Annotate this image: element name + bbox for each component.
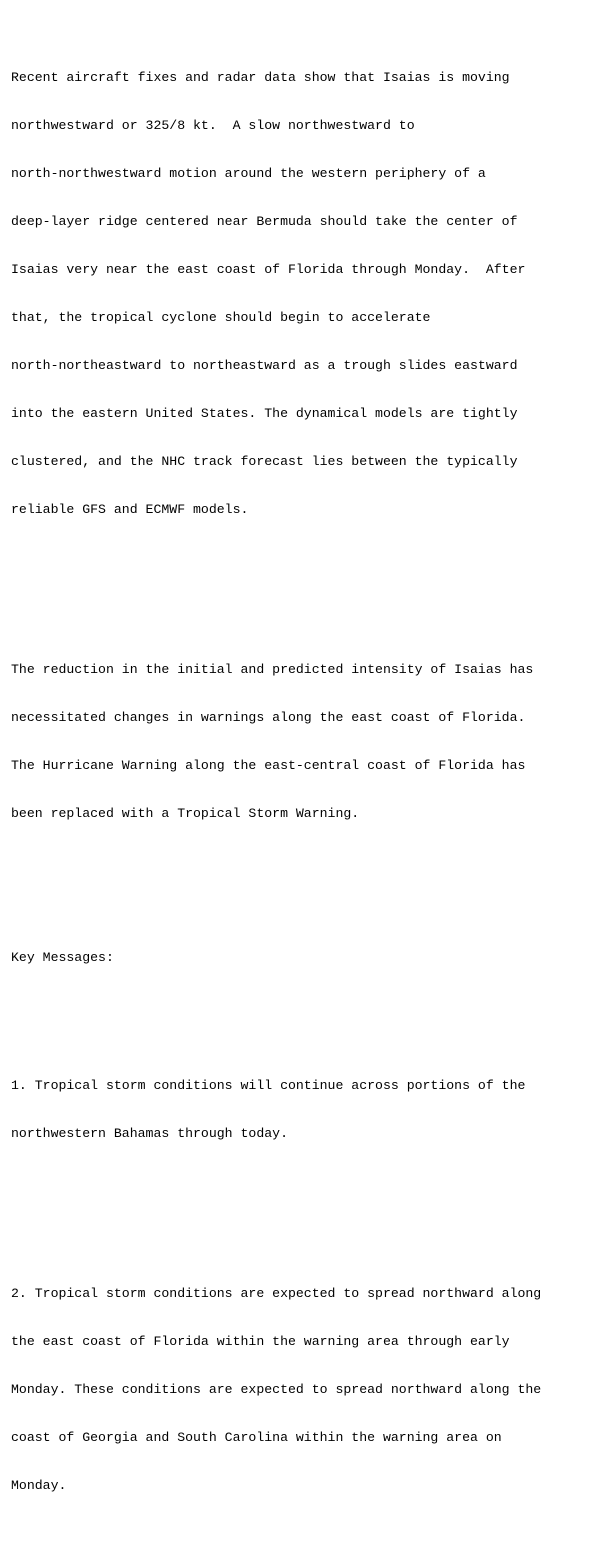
text-line: north-northeastward to northeastward as a trough slides eastward (11, 358, 518, 373)
text-line: 2. Tropical storm conditions are expected to spread northward along (11, 1286, 542, 1301)
text-line: deep-layer ridge centered near Bermuda should take the center of (11, 214, 518, 229)
text-line: The reduction in the initial and predicted intensity of Isaias has (11, 662, 534, 677)
text-line: 1. Tropical storm conditions will continue across portions of the (11, 1078, 526, 1093)
text-line: north-northwestward motion around the western periphery of a (11, 166, 486, 181)
text-line: coast of Georgia and South Carolina within the warning area on (11, 1430, 502, 1445)
text-line: Monday. These conditions are expected to spread northward along the (11, 1382, 542, 1397)
forecast-discussion-text (11, 6, 541, 1542)
text-line: reliable GFS and ECMWF models. (11, 502, 249, 517)
text-line: Isaias very near the east coast of Florida through Monday. After (11, 262, 526, 277)
paragraph-spacer (11, 1206, 541, 1222)
text-line: necessitated changes in warnings along the east coast of Florida. (11, 710, 526, 725)
key-message-2 (11, 1254, 541, 1526)
paragraph-spacer (11, 582, 541, 598)
key-messages-heading: Key Messages: (11, 950, 114, 965)
text-line: Monday. (11, 1478, 67, 1493)
text-line: been replaced with a Tropical Storm Warning. (11, 806, 360, 821)
text-line: The Hurricane Warning along the east-central coast of Florida has (11, 758, 526, 773)
text-line: northwestward or 325/8 kt. A slow northwestward to (11, 118, 415, 133)
key-message-1 (11, 1046, 541, 1174)
paragraph-spacer (11, 998, 541, 1014)
text-line: that, the tropical cyclone should begin to accelerate (11, 310, 431, 325)
track-paragraph (11, 38, 541, 550)
paragraph-spacer (11, 886, 541, 918)
text-line: into the eastern United States. The dynamical models are tightly (11, 406, 518, 421)
text-line: northwestern Bahamas through today. (11, 1126, 288, 1141)
text-line: the east coast of Florida within the warning area through early (11, 1334, 510, 1349)
text-line: Recent aircraft fixes and radar data show that Isaias is moving (11, 70, 510, 85)
text-line: clustered, and the NHC track forecast lies between the typically (11, 454, 518, 469)
intensity-paragraph (11, 630, 541, 854)
